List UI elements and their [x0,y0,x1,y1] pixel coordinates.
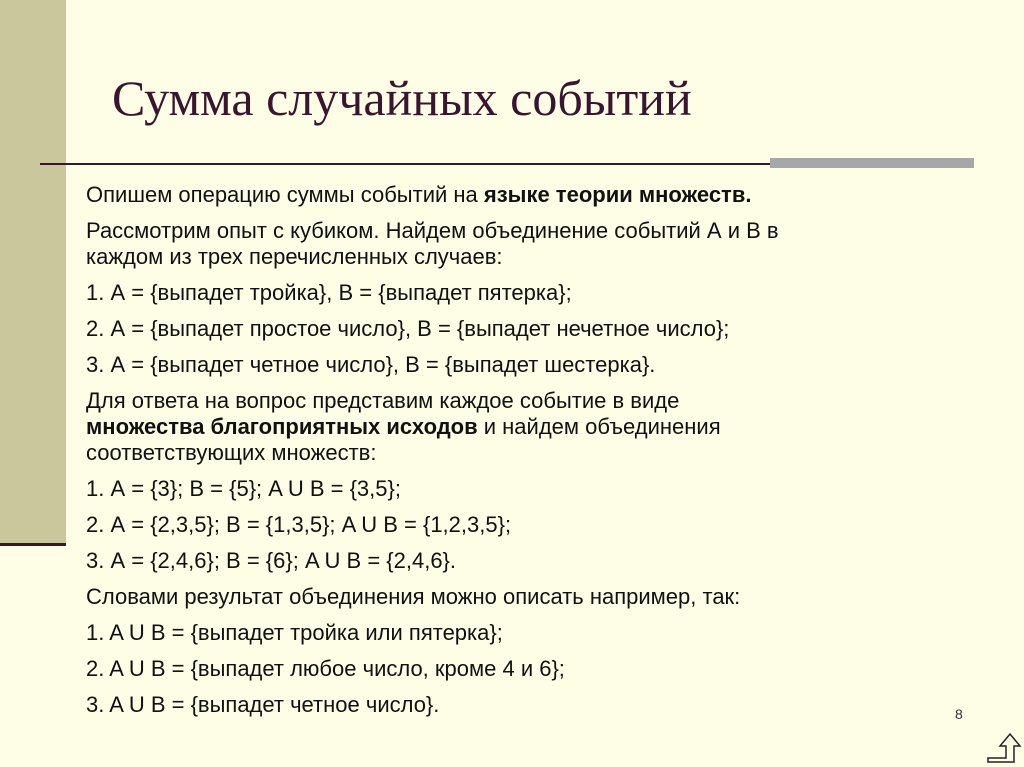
text-segment: 3. A U B = {выпадет четное число}. [86,692,440,717]
text-segment: Словами результат объединения можно описать например, так: [86,584,741,609]
body-paragraph [86,218,986,270]
text-segment: 3. А = {2,4,6}; В = {6}; A U B = {2,4,6}. [86,548,457,573]
body-paragraph [86,316,986,342]
body-paragraph [86,182,986,208]
body-paragraph [86,352,986,378]
text-segment: 1. А = {3}; В = {5}; A U B = {3,5}; [86,476,401,501]
left-accent-rule [0,543,66,546]
title-underline [40,163,770,165]
title-underline-accent [770,158,974,168]
bold-text: языке теории множеств. [483,182,752,207]
text-segment: каждом из трех перечисленных случаев: [86,244,503,269]
text-segment: Для ответа на вопрос представим каждое событие в виде [86,388,680,413]
text-segment: 3. А = {выпадет четное число}, В = {выпадет шестерка}. [86,352,656,377]
page-number: 8 [955,706,963,722]
bold-text: множества благоприятных исходов [86,414,478,439]
body-paragraph [86,584,986,610]
text-segment: 2. A U B = {выпадет любое число, кроме 4 и 6}; [86,656,565,681]
body-paragraph [86,388,986,466]
body-paragraph [86,692,986,718]
text-segment: и найдем объединения [477,414,721,439]
text-segment: Рассмотрим опыт с кубиком. Найдем объединение событий А и В в [86,218,779,243]
text-segment: Опишем операцию суммы событий на [86,182,484,207]
left-accent-bar [0,0,66,545]
slide-body [86,182,986,728]
body-paragraph [86,548,986,574]
body-paragraph [86,280,986,306]
body-paragraph [86,512,986,538]
text-segment: 2. А = {2,3,5}; В = {1,3,5}; A U B = {1,2,3,5}; [86,512,512,537]
body-paragraph [86,656,986,682]
body-paragraph [86,476,986,502]
text-segment: 1. A U B = {выпадет тройка или пятерка}; [86,620,503,645]
body-paragraph [86,620,986,646]
text-segment: 1. А = {выпадет тройка}, В = {выпадет пятерка}; [86,280,572,305]
step-arrow-icon[interactable] [986,728,1022,764]
text-segment: соответствующих множеств: [86,440,377,465]
slide-title: Сумма случайных событий [112,70,692,126]
text-segment: 2. А = {выпадет простое число}, В = {выпадет нечетное число}; [86,316,730,341]
